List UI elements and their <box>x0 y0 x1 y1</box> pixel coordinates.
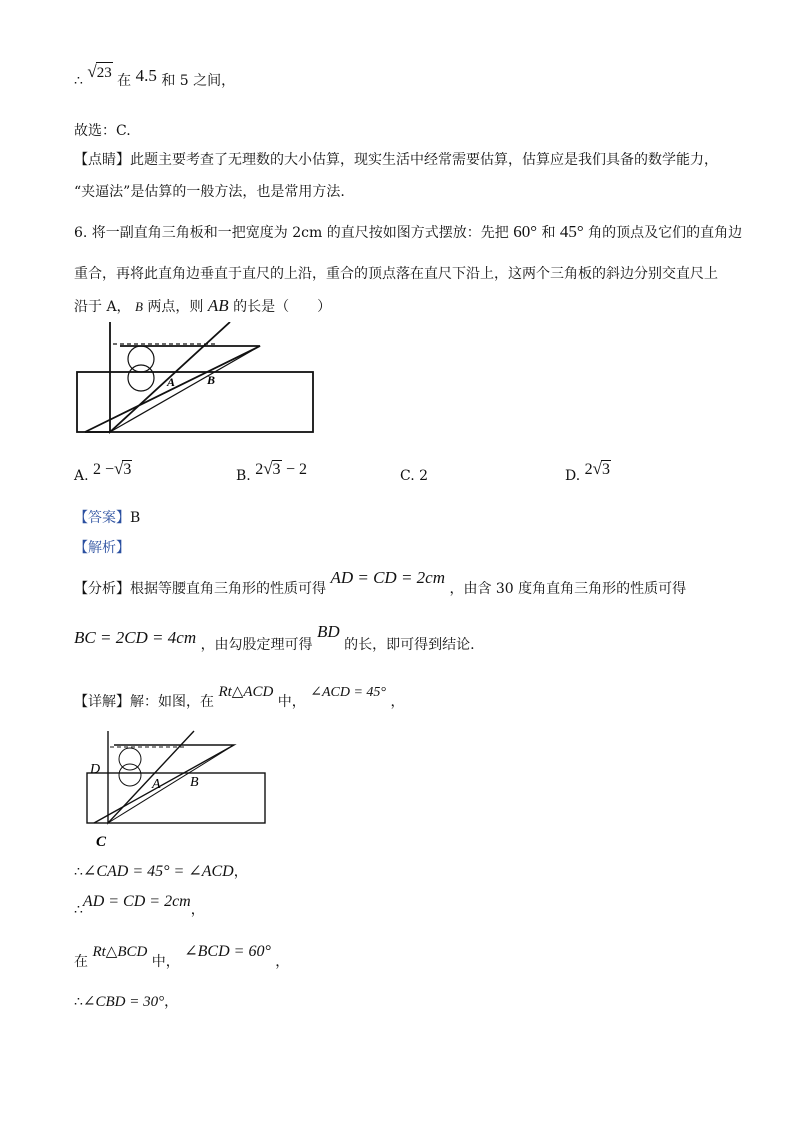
q6-text-a: 6. 将一副直角三角板和一把宽度为 2cm 的直尺按如图方式摆放：先把 <box>74 225 509 241</box>
estimate-conclusion-line <box>74 62 740 91</box>
comma: ， <box>275 954 290 970</box>
answer-line <box>74 508 740 528</box>
analysis-label: 【解析】 <box>74 540 130 556</box>
step2-eq: AD = CD = 2cm <box>82 893 191 910</box>
question-6-line-2: 重合，再将此直角边垂直于直尺的上沿，重合的顶点落在直尺下沿上，这两个三角板的斜边分别交直尺上 <box>74 266 718 282</box>
therefore-symbol: ∴ <box>74 994 83 1010</box>
figure-2-labeled <box>82 728 272 853</box>
figure-1-ruler-triangles <box>70 322 330 440</box>
option-b-tail: − 2 <box>286 461 308 478</box>
fig1-label-b: B <box>207 373 216 387</box>
step3-pre: 在 <box>74 954 88 970</box>
option-b-coef: 2 <box>255 461 264 478</box>
fenxi-line-2 <box>74 622 740 653</box>
xiangjie-text-c: ， <box>390 694 405 710</box>
question-6-line-3 <box>74 296 740 317</box>
fenxi2-text-a: ，由勾股定理可得 <box>200 637 313 653</box>
xiangjie-line <box>74 682 740 710</box>
step3-mid: 中， <box>151 954 180 970</box>
answer-label: 【答案】 <box>74 510 130 526</box>
fenxi-eq-ad-cd: AD = CD = 2cm <box>330 568 445 587</box>
triangle-60 <box>85 346 260 432</box>
comma: ， <box>190 902 205 918</box>
angle-60: 60° <box>513 222 537 241</box>
option-b-radicand: 3 <box>272 461 281 478</box>
comma: ， <box>164 994 179 1010</box>
q6-text-c: 沿于 A， <box>74 299 131 315</box>
step-1 <box>74 862 740 882</box>
fig2-label-d: D <box>90 762 101 777</box>
option-d-coef: 2 <box>584 461 593 478</box>
q6-text-b: 角的顶点及它们的直角边 <box>588 225 743 241</box>
dianjing-line-2: “夹逼法”是估算的一般方法，也是常用方法. <box>74 184 345 200</box>
q6-segment-ab: AB <box>207 296 229 315</box>
fenxi2-text-b: 的长，即可得到结论. <box>344 637 475 653</box>
fenxi-line-1 <box>74 568 740 597</box>
dianjing-line-1: 【点睛】此题主要考查了无理数的大小估算，现实生活中经常需要估算，估算应是我们具备的数学能力， <box>74 152 718 168</box>
option-a[interactable]: A. 2 −√3 <box>74 459 132 484</box>
step3-rt-bcd: Rt△BCD <box>92 944 148 960</box>
q6-text-and: 和 <box>541 225 556 241</box>
xiangjie-text-a: 【详解】解：如图，在 <box>74 694 214 710</box>
q6-point-b: B <box>135 299 143 314</box>
fig2-label-a: A <box>152 777 161 792</box>
sqrt-radicand: 23 <box>96 62 113 83</box>
option-a-label: A. <box>74 468 89 484</box>
option-b[interactable]: B. 2√3 − 2 <box>236 459 308 484</box>
step-4 <box>74 992 740 1012</box>
fenxi-text-b: ，由含 30 度角直角三角形的性质可得 <box>449 581 687 597</box>
text-zai: 在 <box>117 73 132 89</box>
therefore-symbol: ∴ <box>74 902 83 918</box>
xiangjie-angle-acd: ∠ACD = 45° <box>310 685 387 700</box>
text-and-5: 和 5 之间， <box>161 73 236 89</box>
choose-c-line: 故选：C. <box>74 123 131 139</box>
xiangjie-text-b: 中， <box>277 694 306 710</box>
step4-eq: ∠CBD = 30° <box>82 994 165 1010</box>
answer-value: B <box>130 510 141 526</box>
fenxi-text-a: 【分析】根据等腰直角三角形的性质可得 <box>74 581 326 597</box>
option-d[interactable]: D. 2√3 <box>565 459 610 484</box>
ruler-rect <box>77 372 313 432</box>
sqrt-radical: √ <box>87 62 97 81</box>
q6-text-d: 两点，则 <box>147 299 204 315</box>
option-d-label: D. <box>565 468 581 484</box>
option-c-value: 2 <box>419 468 429 484</box>
option-a-radicand: 3 <box>123 461 132 478</box>
option-c[interactable] <box>400 468 428 484</box>
comma: ， <box>233 864 248 880</box>
fig1-label-a: A <box>167 375 176 389</box>
fig2-label-c: C <box>96 834 107 850</box>
therefore-symbol: ∴ <box>74 73 83 89</box>
option-a-expr: 2 − <box>93 461 115 478</box>
step3-angle-bcd: ∠BCD = 60° <box>184 943 271 960</box>
fenxi2-segment-bd: BD <box>317 622 340 641</box>
angle-45: 45° <box>559 222 584 241</box>
fig2-label-b: B <box>190 775 199 790</box>
therefore-symbol: ∴ <box>74 864 83 880</box>
option-c-label: C. <box>400 468 415 484</box>
option-d-radicand: 3 <box>601 461 610 478</box>
option-b-label: B. <box>236 468 251 484</box>
step-3 <box>74 942 740 970</box>
xiangjie-rt-acd: Rt△ACD <box>218 684 274 700</box>
q6-text-e: 的长是（ ） <box>233 299 332 315</box>
step1-eq: ∠CAD = 45° = ∠ACD <box>82 863 234 880</box>
question-6-line-1 <box>74 222 743 243</box>
number-4-5: 4.5 <box>135 66 157 85</box>
hole-lower <box>128 365 154 391</box>
step-2 <box>74 892 740 918</box>
fenxi-eq-bc: BC = 2CD = 4cm <box>74 628 197 647</box>
